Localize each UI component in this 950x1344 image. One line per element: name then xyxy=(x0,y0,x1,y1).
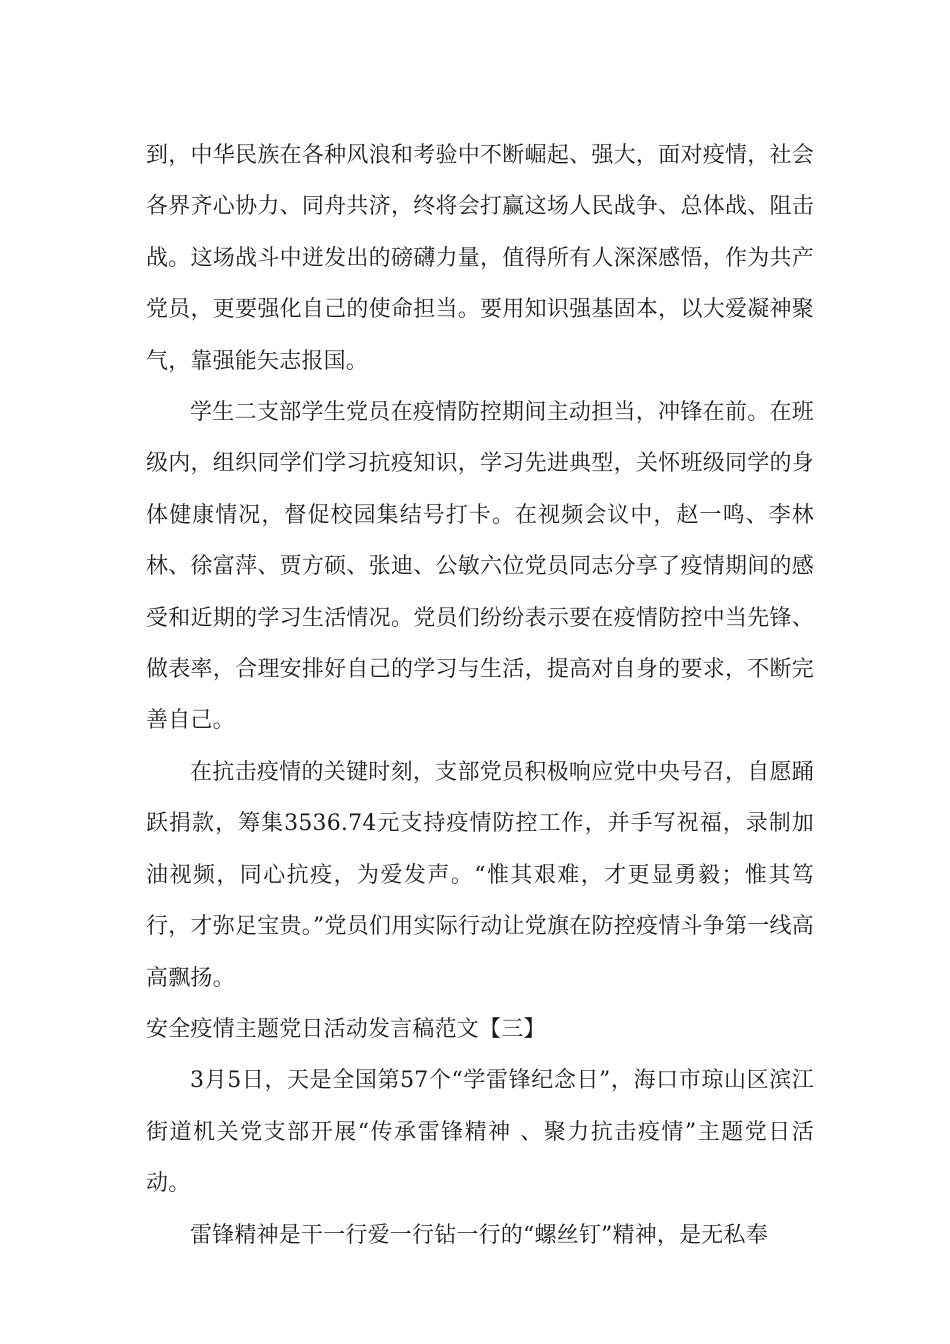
paragraph-3: 在抗击疫情的关键时刻，支部党员积极响应党中央号召，自愿踊跃捐款，筹集3536.74元支持疫情防控工作，并手写祝福，录制加油视频，同心抗疫，为爱发声。“惟其艰难，才更显勇毅；惟其笃行，才弥足宝贵。”党员们用实际行动让党旗在防控疫情斗争第一线高高飘扬。 xyxy=(146,759,814,991)
paragraph-4: 3月5日，天是全国第57个“学雷锋纪念日”，海口市琼山区滨江街道机关党支部开展“传承雷锋精神 、聚力抗击疫情”主题党日活动。 xyxy=(146,1068,814,1197)
document-body xyxy=(146,130,814,1261)
paragraph-2: 学生二支部学生党员在疫情防控期间主动担当，冲锋在前。在班级内，组织同学们学习抗疫知识，学习先进典型，关怀班级同学的身体健康情况，督促校园集结号打卡。在视频会议中，赵一鸣、李林林、徐富萍、贾方硕、张迪、公敏六位党员同志分享了疫情期间的感受和近期的学习生活情况。党员们纷纷表示要在疫情防控中当先锋、做表率，合理安排好自己的学习与生活，提高对自身的要求，不断完善自己。 xyxy=(146,400,814,734)
paragraph-1: 到，中华民族在各种风浪和考验中不断崛起、强大，面对疫情，社会各界齐心协力、同舟共济，终将会打赢这场人民战争、总体战、阻击战。这场战斗中迸发出的磅礴力量，值得所有人深深感悟，作为共产党员，更要强化自己的使命担当。要用知识强基固本，以大爱凝神聚气，靠强能矢志报国。 xyxy=(146,143,814,374)
section-heading: 安全疫情主题党日活动发言稿范文【三】 xyxy=(146,1016,546,1042)
paragraph-5: 雷锋精神是干一行爱一行钻一行的“螺丝钉”精神，是无私奉 xyxy=(190,1222,768,1248)
